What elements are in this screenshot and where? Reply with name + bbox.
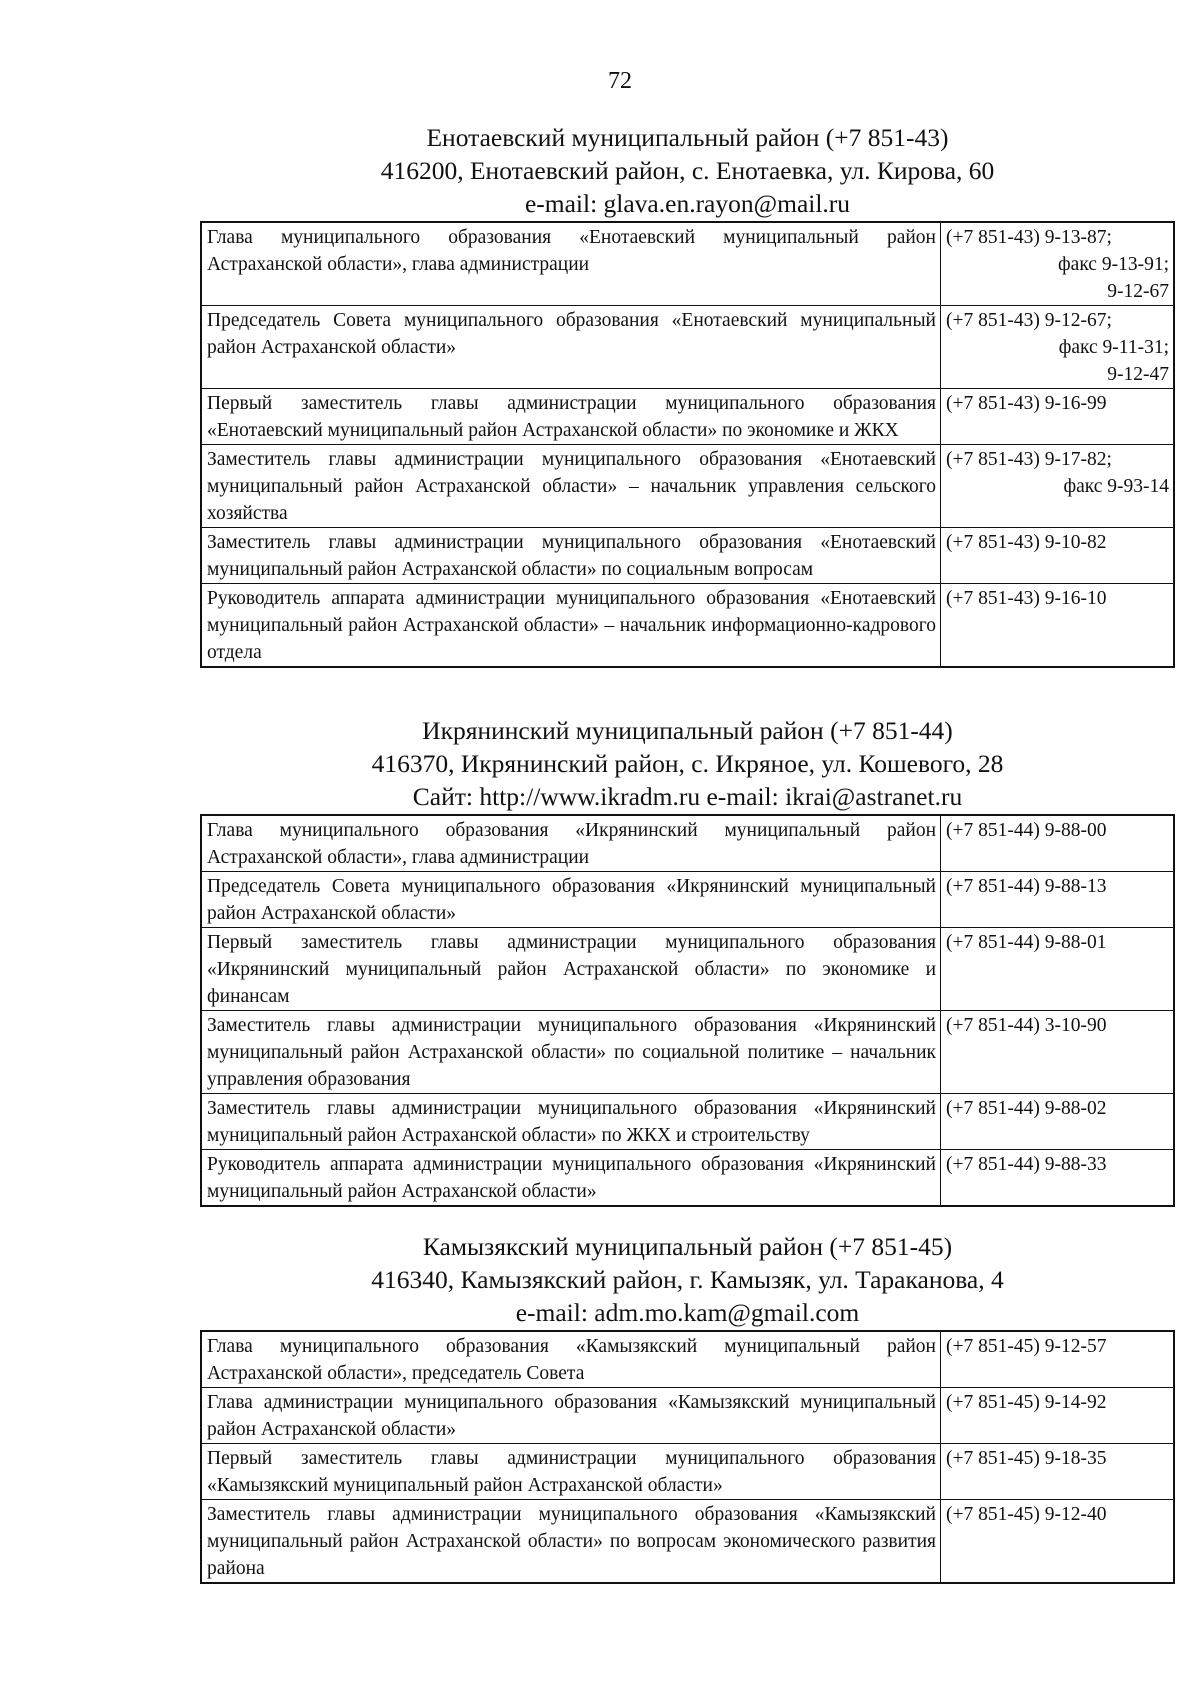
official-position: Первый заместитель главы администрации муниципального образования «Икрянинский муниципальный район Астраханской области» по экономике и финансам [201,928,941,1011]
phone-number: (+7 851-44) 3-10-90 [946,1015,1107,1036]
section-header [200,121,1175,220]
page-number: 72 [608,68,632,94]
phone-number: (+7 851-44) 9-88-13 [946,876,1107,897]
phone-cell [941,1444,1175,1500]
section-title: Камызякский муниципальный район (+7 851-45) [422,1232,953,1261]
phone-number: (+7 851-44) 9-88-01 [946,932,1107,953]
phone-number: 9-12-67 [1107,281,1169,302]
official-position: Руководитель аппарата администрации муниципального образования «Енотаевский муниципальный район Астраханской области» – начальник информационно-кадрового отдела [201,584,941,668]
phone-number: (+7 851-43) 9-16-10 [946,588,1107,609]
table-row [201,528,1174,584]
table-row [201,389,1174,445]
section-header [200,714,1175,813]
section-contact: Сайт: http://www.ikradm.ru e-mail: ikrai@astranet.ru [412,782,963,811]
section-address: 416340, Камызякский район, г. Камызяк, ул. Тараканова, 4 [371,1265,1004,1294]
officials-table [200,1330,1175,1584]
phone-number: (+7 851-45) 9-12-57 [946,1336,1107,1357]
official-position: Председатель Совета муниципального образования «Енотаевский муниципальный район Астраханской области» [201,306,941,389]
phone-number: (+7 851-45) 9-14-92 [946,1392,1107,1413]
phone-number: (+7 851-43) 9-16-99 [946,393,1107,414]
official-position: Первый заместитель главы администрации муниципального образования «Камызякский муниципальный район Астраханской области» [201,1444,941,1500]
phone-cell [941,815,1175,872]
phone-number: 9-12-47 [1107,364,1169,385]
section-title: Енотаевский муниципальный район (+7 851-43) [426,123,949,152]
table-row [201,1444,1174,1500]
table-row [201,1331,1174,1388]
phone-cell [941,1011,1175,1094]
phone-number: (+7 851-43) 9-17-82; [946,449,1112,470]
section-contact: e-mail: glava.en.rayon@mail.ru [524,189,851,218]
officials-table [200,814,1175,1207]
section-kamyzyaksky [200,1230,1175,1584]
table-row [201,445,1174,528]
phone-cell [941,306,1175,389]
section-header [200,1230,1175,1329]
official-position: Глава муниципального образования «Енотаевский муниципальный район Астраханской области», глава администрации [201,222,941,306]
phone-cell [941,389,1175,445]
official-position: Глава муниципального образования «Икрянинский муниципальный район Астраханской области», глава администрации [201,815,941,872]
section-address: 416200, Енотаевский район, с. Енотаевка, ул. Кирова, 60 [380,156,995,185]
phone-number: (+7 851-43) 9-12-67; [946,310,1112,331]
phone-number: факс 9-93-14 [1063,476,1169,497]
table-row [201,222,1174,306]
phone-number: факс 9-13-91; [1058,254,1169,275]
official-position: Заместитель главы администрации муниципального образования «Енотаевский муниципальный район Астраханской области» по социальным вопросам [201,528,941,584]
official-position: Руководитель аппарата администрации муниципального образования «Икрянинский муниципальный район Астраханской области» [201,1150,941,1207]
phone-cell [941,1331,1175,1388]
phone-number: (+7 851-44) 9-88-02 [946,1098,1107,1119]
table-row [201,872,1174,928]
phone-cell [941,1500,1175,1584]
section-ikryaninsky [200,714,1175,1207]
phone-number: (+7 851-45) 9-12-40 [946,1504,1107,1525]
table-row [201,1500,1174,1584]
phone-cell [941,222,1175,306]
official-position: Заместитель главы администрации муниципального образования «Енотаевский муниципальный район Астраханской области» – начальник управления сельского хозяйства [201,445,941,528]
phone-number: (+7 851-44) 9-88-33 [946,1154,1107,1175]
table-row [201,815,1174,872]
phone-cell [941,872,1175,928]
phone-cell [941,1150,1175,1207]
official-position: Председатель Совета муниципального образования «Икрянинский муниципальный район Астраханской области» [201,872,941,928]
official-position: Глава администрации муниципального образования «Камызякский муниципальный район Астраханской области» [201,1388,941,1444]
phone-cell [941,584,1175,668]
table-row [201,1150,1174,1207]
official-position: Первый заместитель главы администрации муниципального образования «Енотаевский муниципальный район Астраханской области» по экономике и ЖКХ [201,389,941,445]
phone-number: (+7 851-44) 9-88-00 [946,820,1107,841]
table-row [201,1094,1174,1150]
table-row [201,1388,1174,1444]
table-row [201,306,1174,389]
table-row [201,1011,1174,1094]
phone-number: (+7 851-45) 9-18-35 [946,1448,1107,1469]
official-position: Глава муниципального образования «Камызякский муниципальный район Астраханской области», председатель Совета [201,1331,941,1388]
phone-cell [941,928,1175,1011]
phone-number: (+7 851-43) 9-10-82 [946,532,1107,553]
official-position: Заместитель главы администрации муниципального образования «Икрянинский муниципальный район Астраханской области» по ЖКХ и строительству [201,1094,941,1150]
table-row [201,928,1174,1011]
officials-table [200,221,1175,668]
table-row [201,584,1174,668]
official-position: Заместитель главы администрации муниципального образования «Камызякский муниципальный район Астраханской области» по вопросам экономического развития района [201,1500,941,1584]
phone-number: факс 9-11-31; [1058,337,1169,358]
section-enotaevsky [200,121,1175,668]
section-title: Икрянинский муниципальный район (+7 851-44) [422,716,953,745]
section-address: 416370, Икрянинский район, с. Икряное, ул. Кошевого, 28 [371,749,1004,778]
phone-cell [941,445,1175,528]
section-contact: e-mail: adm.mo.kam@gmail.com [515,1298,860,1327]
phone-cell [941,1388,1175,1444]
phone-cell [941,528,1175,584]
official-position: Заместитель главы администрации муниципального образования «Икрянинский муниципальный район Астраханской области» по социальной политике – начальник управления образования [201,1011,941,1094]
phone-number: (+7 851-43) 9-13-87; [946,227,1112,248]
phone-cell [941,1094,1175,1150]
